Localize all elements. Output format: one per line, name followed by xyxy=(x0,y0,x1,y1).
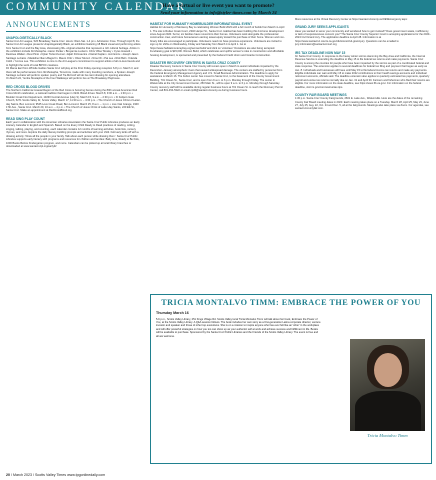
issue-date: March 2023 xyxy=(13,473,32,477)
left-column xyxy=(6,18,141,454)
submission-notice xyxy=(150,3,287,18)
event-body: More resources at the Virtual Recovery Center at https://santacruzcounty.us/OESEmergency.aspx xyxy=(295,18,408,21)
publication-name: Scotts Valley Times xyxy=(34,473,67,477)
photo-caption: Tricia Montalvo Timm xyxy=(367,433,408,438)
featured-event-date: Thursday March 16 xyxy=(156,310,189,315)
event-title: UNAPOLOGETICALLY BLACK xyxy=(6,35,52,40)
event-body: On March 24, Yembe Mustapha of the Four Walkways will perform live at The Broadway Playhouse. xyxy=(6,77,121,81)
event-title: RED CROSS BLOOD DRIVES xyxy=(6,84,51,89)
event-body: Santa Cruz Art League, 526 Broadway, Santa Cruz. Hours: Wed.-Sat. 1-4 pm • Admission: Free. Through April 8, the Santa Cruz Art League presents Unapologetically Black, an exhibition featuring 18 Black visual and performing artists from Santa Cruz and the Bay Area, showcasing 90+ original artworks that represent a rich cultural heritage. Artists in the exhibition include Ifé Mustapha • Aaron Parker • Breyannie Luckett • Chris 'Wise' Mosley • Cyrus Howard • Destinee Walker • Desi Pinto • Dylan Tozier-Kenner • Eijah Fitzmaurice • Daniel Kaplan • Jeni Ennis • Joseph Jason Santiago LeCaire • Madeline Nkem-Bagozzi • Mauro Ortiz • Oliver Munoz • Nina Oh • Pat Lee • Rick Bell • Yolanda Cobb • Yvonne Lee. This exhibition is core to the Art League's commitment to support artists of all co-level levels and to highlight the work of local BIPOC creatives. xyxy=(6,39,141,67)
notice-line-2: Send your information to info@styler-times.com by March 24 xyxy=(160,9,277,15)
page-number: 20 xyxy=(6,473,10,477)
event-body: DJ Mama Earl from Whistle Gables Santa Cruz will play at the First Friday opening reception 6-8 p.m. March 3, and there will be performances from Ifé Mustapha, Tomorrow, made with many founding members, a Spoken Joseph Santiago LeCaire will perform spoken poetry and Tia McCord will do live tarot drawing for opening attendees. xyxy=(6,67,139,77)
event-body: The Northern California Coastal Region of the Red Cross is honoring heroes during the 80th annual American Red Cross Month celebration, a national tradition that began in 1943. Blood drives: March 8, 9:00 a.m. – 1:30 p.m. • Boulder Creek Fire Department, 13230 Central Avenue (Hwy 9). March 15, 9 a.m. – 2:30 p.m. • Ft Felipe's Gate Church, 5271 Scotts Valley Dr, Scotts Valley. March 17, 11:30 a.m. – 4:30 p.m. • The Church of Jesus Christ of Latter-day Saints, Ben Lomond, 9545 Love Creek Road, Ben Lomond. March 25, 8 a.m. – 1 p.m. • Live Oak Grange, 1900 17th Ave., Santa Cruz. March 29, 10 a.m. – 4 p.m. • The Church of Jesus Christ of Latter-day Saints, 220 Elk St., Santa Cruz. Make an appointment at RedCrossBlood.org xyxy=(6,88,141,113)
speaker-photo xyxy=(350,339,425,431)
event-body: Each year in collaboration with the American Libraries Association the Santa Cruz Public Libraries produces an Early Literacy Calendar in English and Spanish. Based on the Every Child Ready to Read practices of reading, writing, singing, talking, playing, and counting, each calendar contains 12 months of learning activities, book lists, nursery rhymes, and more. Explore the daily literacy-building prompts and activities with your child. February kicks off with a drawing activity: 'Draw all the people in your family. Talk about each person while drawing them.' Santa Cruz Public Libraries supports early literacy with programs and resources for children and families: Baby time, Ready to Be Kids, 1000 Books Before Kindergarten program, and more. Calendars can be picked up at local library branches or downloaded at www.santacruzpl.org/earlylit/ xyxy=(6,121,140,148)
featured-event-title: TRICIA MONTALVO TIMM: EMBRACE THE POWER OF YOU xyxy=(161,298,421,307)
notice-line-1: Have a virtual or live event you want to promote? xyxy=(162,3,275,9)
featured-event-box xyxy=(150,294,432,464)
event-body: Have you wanted to serve your community and wondered how to get involved? Does government waste, inefficiency, or lack of responsiveness concern you? The Santa Cruz County Superior Court is accepting applications for the 2023–2024 Civil Grand Jury. The application deadline is April 28. Information is at https://www.santacruz.courts.ca.gov/divisions/civil-grand-jury. Questions can be emailed to jury.information@santacruzcourt.org xyxy=(295,29,431,47)
photo-face xyxy=(374,353,402,387)
middle-column xyxy=(150,18,285,291)
event-title: GRAND JURY SEEKS APPLICANTS xyxy=(295,25,349,30)
section-banner: COMMUNITY CALENDAR xyxy=(0,0,436,15)
event-title: COUNTY FAIR BOARD MEETINGS xyxy=(295,93,347,98)
event-title: READ SING PLAY COUNT xyxy=(6,116,45,121)
event-body: Habitat for Humanity of Monterey Bay is celebrating Women Build 2023 with a full month of builds from March 4–April 1. The site is Rodeo Creek Court, 2340 Harper St., Santa Cruz. Habitat has been building this 11-home development since August 2020. So far, six families have moved into their homes. Volunteers work alongside the professional construction crew, and future homeowners earning sweat equity toward the purchase of their home. Women and non-binary folks are encouraged to participate. Volunteers need not have previous experience. Volunteers are invited to sign up for shifts on Wednesday, Friday and Saturday from March 4 to April 1. Go to https://www.habitatmontereybay.org/womenbuild/ and click on 'volunteer.' Donations are also being accepted. Fundraising goal is $15,000. Women Build, which celebrates and uplifts women's roles in construction and affordable housing development, is sponsored and presented by the Federal Credit Union and Granite Construction. xyxy=(150,26,285,57)
photo-shoulders xyxy=(355,391,421,431)
site-url: www.tpgonlinedaily.com xyxy=(67,473,106,477)
page-footer: 20 / March 2023 / Scotts Valley Times www.tpgonlinedaily.com xyxy=(6,473,106,477)
featured-event-body: 5-6 p.m., Scotts Valley Library, 251 Kings Village Rd. Scotts Valley local Tricia Montalvo Timm will talk about her book, Embrace the Power of You, at the Scotts Valley Library. A Q&A session follows. The book includes her own story as a first-generation Latina corporate director, venture investor and speaker and those of other top executives. She is on a mission to inspire anyone who has ever felt like an 'other' in the workplace and will offer powerful strategies on how you too can show up as your authentic self at work and achieve success and fulfillment in life. Books will be available to purchase. Sponsored by the Santa Cruz Public Libraries and the Friends of the Scotts Valley Library. The event is free and all are welcome. xyxy=(156,317,321,338)
event-title: IRS TAX DEADLINE NOW MAY 15 xyxy=(295,50,346,55)
event-body: for Santa Cruz County. In response to the heavy winter storms slamming the Bay Area and California, the Internal Revenue Service is extending the deadline to May 15 to file federal tax returns and make payments. Santa Cruz County is among the counties for people who have been impacted by the storms as part of a coordinated federal and state response. The extension applies to several deadlines for federal tax filing and payment that began as early as Jan. 8. Individuals and businesses will have until May 15 to file federal income tax returns and make any payments. Eligible individuals can wait until May 15 to make 2022 contributions to their health savings accounts and individual retirement accounts, officials said. The deadline extension also applies to quarterly estimated tax payments, quarterly payroll and excise tax returns normally due on Jan. 31 and April 30. Farmers and fishermen who filed their returns are eligible. For more information on the state deadline, see https://www.ftb.ca.gov/. For information on the federal deadline, visit irs.gov/coronavirus/tax-tips. xyxy=(295,54,430,89)
event-body: 1:30 p.m. Santa Cruz County Fairgrounds, 2601 E. Lake Ave., Watsonville. Here are the dates of the remaining County Fair Board meeting dates in 2023. Each meeting takes place on a Tuesday. March 28, April 25, May 23, June 27, July 25, Aug. 22, Oct. 24 and Dec. 5, all at the fairgrounds. Meetings also take place via Zoom. For agendas, see santacruzcountyfair.com. xyxy=(295,97,429,111)
event-title: DISASTER RECOVERY CENTERS IN SANTA CRUZ COUNTY xyxy=(150,60,241,65)
announcements-heading: ANNOUNCEMENTS xyxy=(6,20,141,32)
event-title: HABITAT FOR HUMANITY HOMEBUILDER INFORMATIONAL EVENT xyxy=(150,22,253,26)
event-body: Disaster Recovery Centers in Santa Cruz County will remain open in March to assist individuals impacted by the December–January atmospheric rivers that caused widespread damage. The centers are staffed by personnel from the Federal Emergency Management Agency and U.S. Small Business Administration. The deadline to apply for assistance is March 16. The Felton center has moved to Santa Cruz, to the basement of the County Government Building, 701 Ocean St., Santa Cruz, and is open from 9 a.m. to 6 p.m. Monday through Friday. The center in Watsonville at the City Government Center, 250 Main St., will be open 9 a.m. to 6 p.m. Monday through Saturday. County recovery staff will be available during regular business hours at 701 Ocean St. to reach the Recovery Permit Center, call 831-454-5322 or email cpdb@santacruzcounty.us during business hours. xyxy=(150,65,283,93)
